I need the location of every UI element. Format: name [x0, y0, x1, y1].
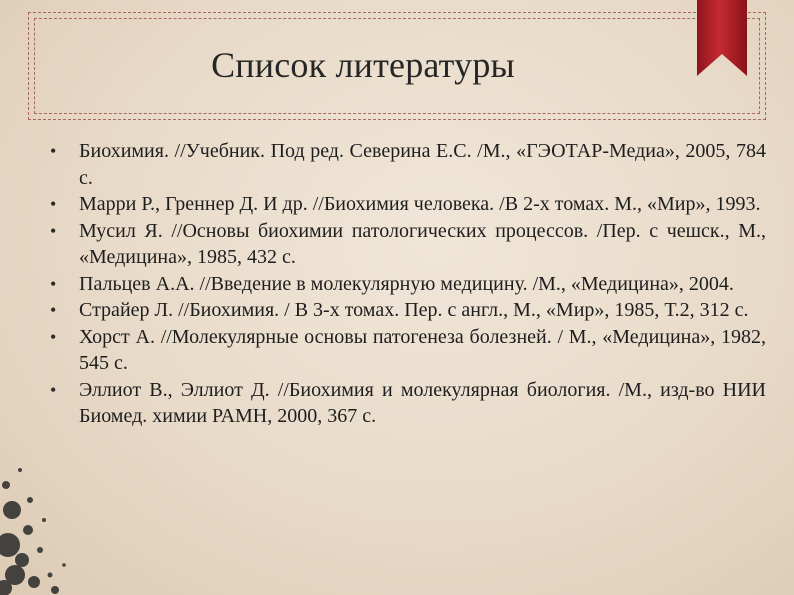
list-item [50, 218, 766, 271]
bullet-icon: • [50, 141, 57, 161]
bullet-icon: • [50, 300, 57, 320]
reference-text: Биохимия. //Учебник. Под ред. Северина Е.С. /М., «ГЭОТАР-Медиа», 2005, 784 с. [79, 140, 766, 189]
bullet-icon: • [50, 379, 57, 400]
reference-text: Марри Р., Греннер Д. И др. //Биохимия человека. /В 2-х томах. М., «Мир», 1993. [79, 193, 761, 215]
list-item [50, 138, 766, 191]
bullet-icon: • [50, 220, 57, 241]
reference-text: Страйер Л. //Биохимия. / В 3-х томах. Пер. с англ., М., «Мир», 1985, Т.2, 312 с. [79, 299, 749, 321]
reference-text: Пальцев А.А. //Введение в молекулярную медицину. /М., «Медицина», 2004. [79, 272, 734, 295]
list-item [50, 271, 766, 298]
reference-text: Мусил Я. //Основы биохимии патологических процессов. /Пер. с чешск., М., «Медицина», 1985, 432 с. [79, 219, 766, 268]
page-title: Список литературы [211, 45, 515, 85]
reference-list [50, 138, 766, 430]
reference-text: Хорст А. //Молекулярные основы патогенеза болезней. / М., «Медицина», 1982, 545 с. [79, 325, 766, 374]
bullet-icon: • [50, 273, 57, 294]
bullet-icon: • [50, 194, 57, 214]
list-item [50, 297, 766, 324]
list-item [50, 377, 766, 430]
reference-text: Эллиот В., Эллиот Д. //Биохимия и молекулярная биология. /М., изд-во НИИ Биомед. химии РАМН, 2000, 367 с. [79, 378, 766, 427]
list-item [50, 191, 766, 218]
bullet-icon: • [50, 326, 57, 347]
list-item [50, 324, 766, 377]
